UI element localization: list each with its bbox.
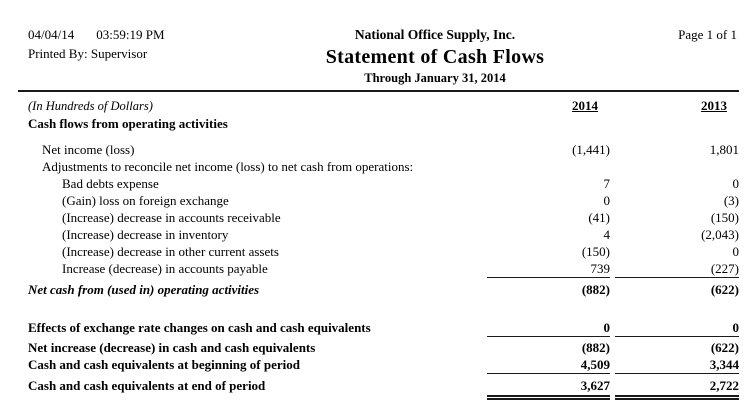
table-row	[18, 319, 739, 337]
print-time: 03:59:19 PM	[96, 27, 165, 42]
row-label: Net cash from (used in) operating activities	[28, 282, 260, 297]
company-name: National Office Supply, Inc.	[354, 27, 516, 42]
print-info	[18, 27, 243, 62]
table-row	[18, 209, 739, 226]
table-row	[18, 141, 739, 158]
value-cell: 1,801	[709, 142, 739, 157]
value-cell: 3,344	[615, 356, 739, 374]
column-header-row	[18, 97, 739, 115]
table-row	[18, 339, 739, 356]
page-indicator-wrap	[627, 27, 739, 43]
unit-label: (In Hundreds of Dollars)	[28, 99, 153, 113]
value-cell: 2,722	[615, 377, 739, 400]
report-titles	[243, 27, 627, 86]
value-cell: (1,441)	[572, 142, 610, 157]
table-row	[18, 356, 739, 374]
table-row	[18, 175, 739, 192]
value-cell: (3)	[723, 193, 739, 208]
cashflow-statement	[18, 97, 739, 400]
print-date: 04/04/14	[28, 27, 75, 42]
row-label: Bad debts expense	[62, 176, 159, 191]
row-label: Net increase (decrease) in cash and cash equivalents	[28, 340, 316, 355]
row-spacer	[18, 298, 739, 319]
row-label: Increase (decrease) in accounts payable	[62, 261, 268, 276]
row-label: (Increase) decrease in accounts receivable	[62, 210, 281, 225]
report-title: Statement of Cash Flows	[325, 46, 545, 68]
report-subtitle: Through January 31, 2014	[364, 71, 506, 85]
row-label: (Increase) decrease in inventory	[62, 227, 229, 242]
value-cell: 0	[603, 193, 610, 208]
value-cell: 0	[487, 319, 610, 337]
column-header-2013: 2013	[701, 98, 727, 113]
value-cell: (150)	[710, 210, 739, 225]
value-cell: 0	[615, 319, 739, 337]
value-cell: (41)	[588, 210, 610, 225]
row-label: Cash and cash equivalents at end of period	[28, 378, 266, 393]
value-cell: 4,509	[487, 356, 610, 374]
report-header	[18, 0, 739, 92]
table-row	[18, 115, 739, 132]
value-cell: 0	[732, 244, 739, 259]
table-row	[18, 243, 739, 260]
row-label: Net income (loss)	[42, 142, 135, 157]
table-row	[18, 192, 739, 209]
printed-by	[28, 46, 243, 62]
page-indicator: Page 1 of 1	[678, 27, 737, 42]
cashflow-rows	[18, 115, 739, 400]
value-cell: 3,627	[487, 377, 610, 400]
value-cell: (150)	[581, 244, 610, 259]
table-row	[18, 260, 739, 278]
value-cell: 7	[603, 176, 610, 191]
table-row	[18, 226, 739, 243]
value-cell: 739	[487, 260, 610, 278]
value-cell: (622)	[710, 340, 739, 355]
row-label: Cash flows from operating activities	[28, 116, 228, 131]
table-row	[18, 281, 739, 298]
printed-by-value: Supervisor	[90, 46, 148, 61]
row-label: Adjustments to reconcile net income (loss) to net cash from operations:	[42, 159, 414, 174]
row-label: Cash and cash equivalents at beginning of period	[28, 357, 300, 372]
value-cell: (882)	[581, 340, 610, 355]
table-row	[18, 377, 739, 400]
value-cell: (227)	[615, 260, 739, 278]
value-cell: (2,043)	[701, 227, 739, 242]
value-cell: 0	[732, 176, 739, 191]
value-cell: 4	[603, 227, 610, 242]
value-cell: (882)	[581, 282, 610, 297]
table-row	[18, 158, 739, 175]
printed-by-label: Printed By:	[28, 46, 88, 61]
row-label: (Increase) decrease in other current assets	[62, 244, 279, 259]
row-spacer	[18, 132, 739, 141]
row-label: Effects of exchange rate changes on cash and cash equivalents	[28, 320, 371, 335]
row-label: (Gain) loss on foreign exchange	[62, 193, 229, 208]
print-datetime	[28, 27, 243, 43]
column-header-2014: 2014	[572, 98, 598, 113]
value-cell: (622)	[710, 282, 739, 297]
